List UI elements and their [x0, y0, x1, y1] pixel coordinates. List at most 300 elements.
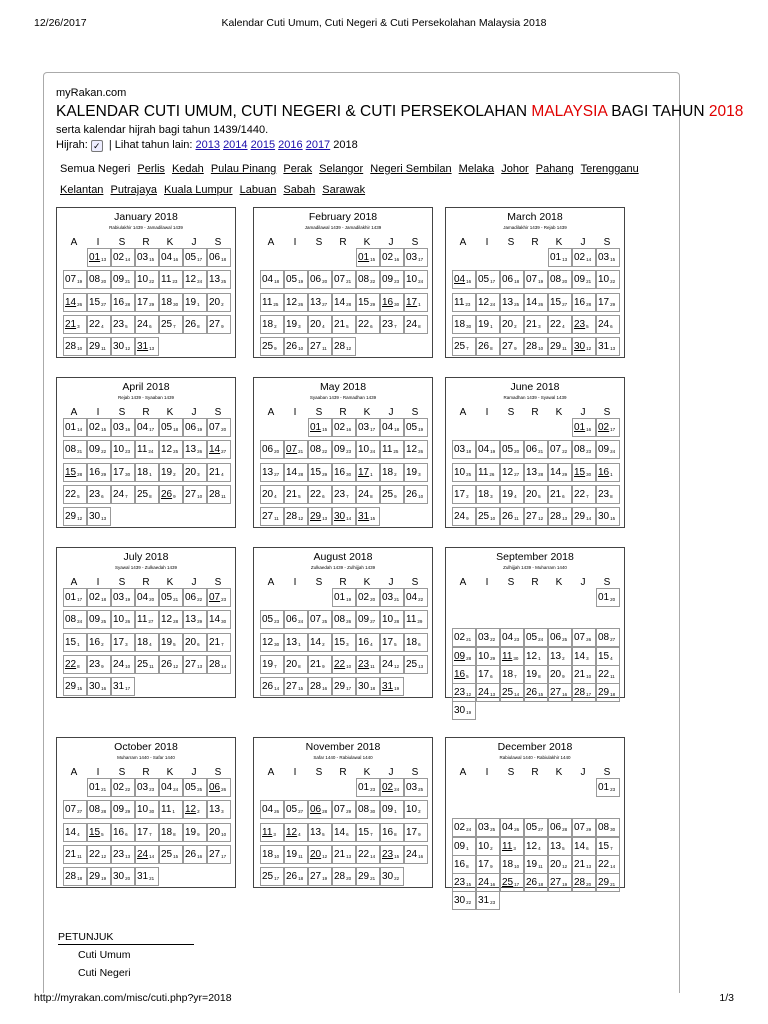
day-cell[interactable] — [500, 440, 524, 459]
day-cell[interactable] — [452, 665, 476, 684]
day-cell[interactable] — [380, 440, 404, 459]
day-cell[interactable] — [524, 818, 548, 837]
day-cell[interactable] — [452, 647, 476, 666]
day-cell[interactable] — [183, 800, 207, 819]
day-cell[interactable] — [356, 778, 380, 797]
day-cell[interactable] — [476, 463, 500, 482]
day-cell[interactable] — [284, 633, 308, 652]
day-cell[interactable] — [332, 677, 356, 696]
day-cell[interactable] — [260, 867, 284, 886]
day-cell[interactable] — [308, 337, 332, 356]
day-cell[interactable] — [63, 655, 87, 674]
day-cell[interactable] — [284, 800, 308, 819]
day-cell[interactable] — [87, 485, 111, 504]
state-link[interactable]: Putrajaya — [110, 184, 157, 196]
day-cell[interactable] — [159, 463, 183, 482]
state-link[interactable]: Kelantan — [60, 184, 104, 196]
day-cell[interactable] — [572, 855, 596, 874]
year-link-2014[interactable]: 2014 — [223, 139, 248, 151]
day-cell[interactable] — [111, 823, 135, 842]
day-cell[interactable] — [159, 823, 183, 842]
day-cell[interactable] — [87, 845, 111, 864]
day-cell[interactable] — [596, 778, 620, 797]
day-cell[interactable] — [452, 873, 476, 892]
day-cell[interactable] — [524, 628, 548, 647]
day-cell[interactable] — [596, 270, 620, 289]
day-cell[interactable] — [207, 778, 231, 797]
day-cell[interactable] — [356, 485, 380, 504]
year-link-2015[interactable]: 2015 — [250, 139, 276, 151]
day-cell[interactable] — [380, 463, 404, 482]
day-cell[interactable] — [524, 855, 548, 874]
day-cell[interactable] — [111, 418, 135, 437]
day-cell[interactable] — [135, 485, 159, 504]
day-cell[interactable] — [404, 588, 428, 607]
day-cell[interactable] — [87, 823, 111, 842]
state-link[interactable]: Pahang — [535, 163, 574, 175]
day-cell[interactable] — [476, 270, 500, 289]
day-cell[interactable] — [476, 440, 500, 459]
day-cell[interactable] — [308, 440, 332, 459]
day-cell[interactable] — [380, 315, 404, 334]
day-cell[interactable] — [63, 633, 87, 652]
day-cell[interactable] — [596, 588, 620, 607]
day-cell[interactable] — [452, 485, 476, 504]
day-cell[interactable] — [111, 293, 135, 312]
day-cell[interactable] — [596, 418, 620, 437]
day-cell[interactable] — [380, 655, 404, 674]
day-cell[interactable] — [135, 337, 159, 356]
day-cell[interactable] — [183, 463, 207, 482]
state-link[interactable]: Terengganu — [580, 163, 639, 175]
day-cell[interactable] — [524, 683, 548, 702]
day-cell[interactable] — [183, 270, 207, 289]
day-cell[interactable] — [500, 873, 524, 892]
day-cell[interactable] — [308, 485, 332, 504]
day-cell[interactable] — [111, 610, 135, 629]
day-cell[interactable] — [572, 683, 596, 702]
day-cell[interactable] — [548, 873, 572, 892]
day-cell[interactable] — [135, 867, 159, 886]
day-cell[interactable] — [284, 677, 308, 696]
day-cell[interactable] — [87, 315, 111, 334]
day-cell[interactable] — [500, 837, 524, 856]
day-cell[interactable] — [63, 588, 87, 607]
day-cell[interactable] — [260, 485, 284, 504]
day-cell[interactable] — [63, 418, 87, 437]
day-cell[interactable] — [63, 440, 87, 459]
day-cell[interactable] — [476, 315, 500, 334]
day-cell[interactable] — [404, 633, 428, 652]
day-cell[interactable] — [207, 418, 231, 437]
day-cell[interactable] — [284, 823, 308, 842]
day-cell[interactable] — [308, 800, 332, 819]
day-cell[interactable] — [159, 418, 183, 437]
state-link[interactable]: Sabah — [283, 184, 316, 196]
day-cell[interactable] — [404, 845, 428, 864]
day-cell[interactable] — [284, 315, 308, 334]
day-cell[interactable] — [572, 293, 596, 312]
day-cell[interactable] — [207, 248, 231, 267]
day-cell[interactable] — [159, 778, 183, 797]
day-cell[interactable] — [404, 248, 428, 267]
day-cell[interactable] — [284, 485, 308, 504]
day-cell[interactable] — [111, 485, 135, 504]
year-link-2017[interactable]: 2017 — [305, 139, 331, 151]
day-cell[interactable] — [63, 845, 87, 864]
state-link[interactable]: Melaka — [458, 163, 495, 175]
day-cell[interactable] — [500, 463, 524, 482]
day-cell[interactable] — [159, 655, 183, 674]
day-cell[interactable] — [260, 610, 284, 629]
day-cell[interactable] — [452, 293, 476, 312]
day-cell[interactable] — [207, 293, 231, 312]
day-cell[interactable] — [380, 270, 404, 289]
day-cell[interactable] — [452, 337, 476, 356]
day-cell[interactable] — [572, 270, 596, 289]
day-cell[interactable] — [356, 315, 380, 334]
day-cell[interactable] — [404, 463, 428, 482]
day-cell[interactable] — [183, 823, 207, 842]
day-cell[interactable] — [332, 270, 356, 289]
day-cell[interactable] — [572, 837, 596, 856]
day-cell[interactable] — [260, 655, 284, 674]
day-cell[interactable] — [500, 337, 524, 356]
day-cell[interactable] — [159, 315, 183, 334]
day-cell[interactable] — [135, 270, 159, 289]
day-cell[interactable] — [548, 315, 572, 334]
day-cell[interactable] — [380, 677, 404, 696]
day-cell[interactable] — [380, 633, 404, 652]
day-cell[interactable] — [284, 867, 308, 886]
day-cell[interactable] — [308, 418, 332, 437]
day-cell[interactable] — [356, 507, 380, 526]
day-cell[interactable] — [548, 647, 572, 666]
day-cell[interactable] — [404, 800, 428, 819]
day-cell[interactable] — [183, 610, 207, 629]
day-cell[interactable] — [572, 507, 596, 526]
day-cell[interactable] — [135, 800, 159, 819]
day-cell[interactable] — [332, 418, 356, 437]
day-cell[interactable] — [596, 507, 620, 526]
day-cell[interactable] — [572, 315, 596, 334]
day-cell[interactable] — [596, 628, 620, 647]
state-link[interactable]: Kuala Lumpur — [164, 184, 233, 196]
day-cell[interactable] — [524, 463, 548, 482]
day-cell[interactable] — [159, 588, 183, 607]
day-cell[interactable] — [183, 293, 207, 312]
day-cell[interactable] — [572, 873, 596, 892]
day-cell[interactable] — [548, 440, 572, 459]
day-cell[interactable] — [260, 440, 284, 459]
day-cell[interactable] — [476, 293, 500, 312]
day-cell[interactable] — [260, 293, 284, 312]
day-cell[interactable] — [452, 855, 476, 874]
day-cell[interactable] — [500, 683, 524, 702]
state-link[interactable]: Semua Negeri — [60, 163, 131, 175]
day-cell[interactable] — [572, 628, 596, 647]
day-cell[interactable] — [452, 440, 476, 459]
day-cell[interactable] — [548, 683, 572, 702]
day-cell[interactable] — [476, 818, 500, 837]
day-cell[interactable] — [260, 633, 284, 652]
day-cell[interactable] — [476, 891, 500, 910]
day-cell[interactable] — [111, 778, 135, 797]
day-cell[interactable] — [135, 823, 159, 842]
state-link[interactable]: Labuan — [239, 184, 277, 196]
day-cell[interactable] — [87, 610, 111, 629]
day-cell[interactable] — [476, 337, 500, 356]
day-cell[interactable] — [159, 293, 183, 312]
day-cell[interactable] — [596, 248, 620, 267]
day-cell[interactable] — [596, 683, 620, 702]
day-cell[interactable] — [500, 855, 524, 874]
day-cell[interactable] — [260, 800, 284, 819]
day-cell[interactable] — [207, 463, 231, 482]
day-cell[interactable] — [500, 665, 524, 684]
day-cell[interactable] — [500, 270, 524, 289]
day-cell[interactable] — [476, 665, 500, 684]
day-cell[interactable] — [284, 463, 308, 482]
day-cell[interactable] — [284, 655, 308, 674]
day-cell[interactable] — [284, 440, 308, 459]
day-cell[interactable] — [356, 677, 380, 696]
day-cell[interactable] — [63, 485, 87, 504]
day-cell[interactable] — [207, 440, 231, 459]
day-cell[interactable] — [111, 440, 135, 459]
day-cell[interactable] — [596, 855, 620, 874]
day-cell[interactable] — [452, 315, 476, 334]
day-cell[interactable] — [332, 823, 356, 842]
day-cell[interactable] — [159, 248, 183, 267]
day-cell[interactable] — [356, 248, 380, 267]
hijrah-checkbox[interactable]: ✓ — [91, 140, 103, 152]
day-cell[interactable] — [332, 800, 356, 819]
day-cell[interactable] — [159, 440, 183, 459]
day-cell[interactable] — [308, 867, 332, 886]
day-cell[interactable] — [404, 315, 428, 334]
day-cell[interactable] — [308, 463, 332, 482]
day-cell[interactable] — [572, 647, 596, 666]
day-cell[interactable] — [332, 440, 356, 459]
day-cell[interactable] — [332, 588, 356, 607]
day-cell[interactable] — [87, 418, 111, 437]
day-cell[interactable] — [524, 873, 548, 892]
day-cell[interactable] — [135, 315, 159, 334]
day-cell[interactable] — [524, 837, 548, 856]
day-cell[interactable] — [111, 845, 135, 864]
day-cell[interactable] — [308, 823, 332, 842]
day-cell[interactable] — [260, 845, 284, 864]
day-cell[interactable] — [596, 293, 620, 312]
day-cell[interactable] — [572, 818, 596, 837]
day-cell[interactable] — [332, 293, 356, 312]
day-cell[interactable] — [404, 778, 428, 797]
day-cell[interactable] — [308, 845, 332, 864]
day-cell[interactable] — [183, 440, 207, 459]
day-cell[interactable] — [63, 293, 87, 312]
day-cell[interactable] — [596, 337, 620, 356]
day-cell[interactable] — [356, 293, 380, 312]
day-cell[interactable] — [260, 463, 284, 482]
day-cell[interactable] — [332, 507, 356, 526]
day-cell[interactable] — [63, 610, 87, 629]
day-cell[interactable] — [183, 248, 207, 267]
day-cell[interactable] — [356, 800, 380, 819]
day-cell[interactable] — [524, 485, 548, 504]
day-cell[interactable] — [183, 485, 207, 504]
day-cell[interactable] — [548, 485, 572, 504]
day-cell[interactable] — [404, 655, 428, 674]
day-cell[interactable] — [87, 800, 111, 819]
day-cell[interactable] — [308, 293, 332, 312]
day-cell[interactable] — [135, 588, 159, 607]
day-cell[interactable] — [524, 315, 548, 334]
day-cell[interactable] — [548, 270, 572, 289]
day-cell[interactable] — [207, 610, 231, 629]
day-cell[interactable] — [476, 683, 500, 702]
day-cell[interactable] — [572, 440, 596, 459]
day-cell[interactable] — [404, 823, 428, 842]
day-cell[interactable] — [63, 800, 87, 819]
day-cell[interactable] — [63, 270, 87, 289]
day-cell[interactable] — [380, 293, 404, 312]
day-cell[interactable] — [452, 463, 476, 482]
day-cell[interactable] — [596, 818, 620, 837]
day-cell[interactable] — [111, 655, 135, 674]
day-cell[interactable] — [111, 867, 135, 886]
day-cell[interactable] — [596, 837, 620, 856]
day-cell[interactable] — [332, 485, 356, 504]
day-cell[interactable] — [380, 248, 404, 267]
day-cell[interactable] — [87, 778, 111, 797]
day-cell[interactable] — [500, 485, 524, 504]
day-cell[interactable] — [207, 588, 231, 607]
state-link[interactable]: Perlis — [137, 163, 165, 175]
day-cell[interactable] — [308, 270, 332, 289]
day-cell[interactable] — [452, 891, 476, 910]
day-cell[interactable] — [135, 293, 159, 312]
day-cell[interactable] — [260, 337, 284, 356]
day-cell[interactable] — [596, 873, 620, 892]
day-cell[interactable] — [135, 845, 159, 864]
day-cell[interactable] — [87, 867, 111, 886]
day-cell[interactable] — [548, 855, 572, 874]
year-link-2013[interactable]: 2013 — [195, 139, 220, 151]
day-cell[interactable] — [500, 507, 524, 526]
day-cell[interactable] — [183, 633, 207, 652]
day-cell[interactable] — [284, 337, 308, 356]
day-cell[interactable] — [356, 463, 380, 482]
day-cell[interactable] — [135, 610, 159, 629]
day-cell[interactable] — [111, 677, 135, 696]
day-cell[interactable] — [356, 823, 380, 842]
day-cell[interactable] — [380, 610, 404, 629]
day-cell[interactable] — [87, 293, 111, 312]
day-cell[interactable] — [548, 665, 572, 684]
day-cell[interactable] — [452, 683, 476, 702]
day-cell[interactable] — [596, 485, 620, 504]
state-link[interactable]: Pulau Pinang — [210, 163, 277, 175]
day-cell[interactable] — [260, 677, 284, 696]
state-link[interactable]: Perak — [283, 163, 313, 175]
day-cell[interactable] — [87, 463, 111, 482]
day-cell[interactable] — [207, 633, 231, 652]
day-cell[interactable] — [87, 270, 111, 289]
day-cell[interactable] — [356, 588, 380, 607]
day-cell[interactable] — [404, 293, 428, 312]
day-cell[interactable] — [380, 485, 404, 504]
day-cell[interactable] — [284, 293, 308, 312]
day-cell[interactable] — [159, 485, 183, 504]
day-cell[interactable] — [356, 633, 380, 652]
day-cell[interactable] — [332, 867, 356, 886]
day-cell[interactable] — [159, 610, 183, 629]
day-cell[interactable] — [476, 647, 500, 666]
day-cell[interactable] — [111, 463, 135, 482]
day-cell[interactable] — [596, 647, 620, 666]
day-cell[interactable] — [135, 655, 159, 674]
day-cell[interactable] — [135, 248, 159, 267]
day-cell[interactable] — [548, 293, 572, 312]
day-cell[interactable] — [548, 337, 572, 356]
state-link[interactable]: Negeri Sembilan — [370, 163, 452, 175]
day-cell[interactable] — [183, 655, 207, 674]
day-cell[interactable] — [356, 270, 380, 289]
day-cell[interactable] — [524, 647, 548, 666]
day-cell[interactable] — [380, 800, 404, 819]
day-cell[interactable] — [207, 800, 231, 819]
day-cell[interactable] — [260, 507, 284, 526]
day-cell[interactable] — [183, 588, 207, 607]
day-cell[interactable] — [596, 440, 620, 459]
day-cell[interactable] — [476, 507, 500, 526]
day-cell[interactable] — [63, 463, 87, 482]
day-cell[interactable] — [87, 633, 111, 652]
day-cell[interactable] — [308, 315, 332, 334]
day-cell[interactable] — [572, 418, 596, 437]
day-cell[interactable] — [159, 270, 183, 289]
day-cell[interactable] — [452, 818, 476, 837]
day-cell[interactable] — [596, 463, 620, 482]
state-link[interactable]: Kedah — [171, 163, 204, 175]
day-cell[interactable] — [308, 610, 332, 629]
day-cell[interactable] — [159, 633, 183, 652]
day-cell[interactable] — [500, 628, 524, 647]
day-cell[interactable] — [63, 823, 87, 842]
day-cell[interactable] — [380, 778, 404, 797]
day-cell[interactable] — [308, 677, 332, 696]
day-cell[interactable] — [356, 845, 380, 864]
day-cell[interactable] — [548, 837, 572, 856]
day-cell[interactable] — [524, 337, 548, 356]
day-cell[interactable] — [284, 845, 308, 864]
day-cell[interactable] — [63, 867, 87, 886]
day-cell[interactable] — [476, 628, 500, 647]
day-cell[interactable] — [332, 633, 356, 652]
day-cell[interactable] — [548, 248, 572, 267]
state-link[interactable]: Selangor — [319, 163, 364, 175]
day-cell[interactable] — [404, 418, 428, 437]
day-cell[interactable] — [111, 633, 135, 652]
day-cell[interactable] — [452, 507, 476, 526]
day-cell[interactable] — [452, 270, 476, 289]
day-cell[interactable] — [111, 800, 135, 819]
day-cell[interactable] — [207, 270, 231, 289]
day-cell[interactable] — [380, 867, 404, 886]
day-cell[interactable] — [596, 315, 620, 334]
day-cell[interactable] — [183, 845, 207, 864]
